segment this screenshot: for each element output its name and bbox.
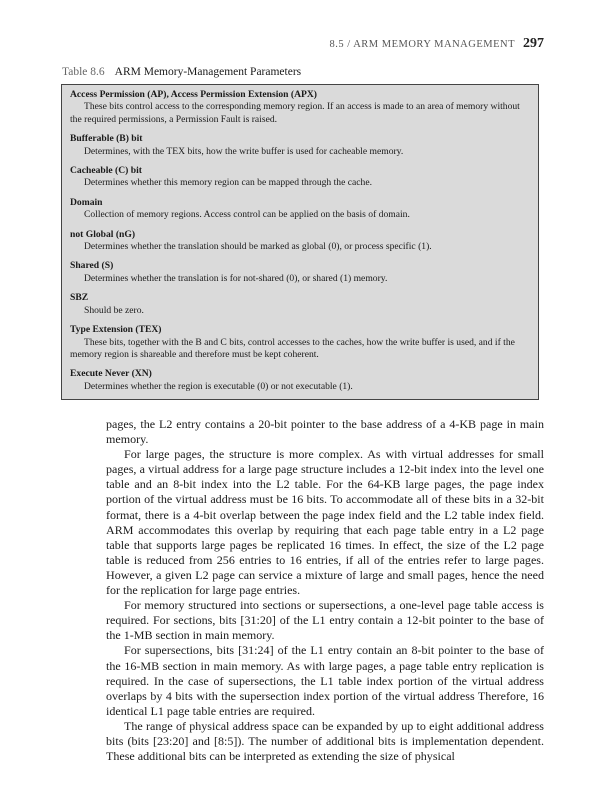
table-entry bbox=[70, 292, 530, 317]
parameters-table bbox=[61, 84, 539, 400]
page-number: 297 bbox=[523, 36, 544, 51]
entry-description: Determines whether the region is executable (0) or not executable (1). bbox=[84, 380, 353, 392]
entry-description: Determines, with the TEX bits, how the write buffer is used for cacheable memory. bbox=[84, 145, 404, 157]
paragraph: For large pages, the structure is more complex. As with virtual addresses for small pages, a virtual address for a large page structure includes a 12-bit index into the level one table and an 8-bit index into the L2 table. For the 64-KB large pages, the page index portion of the virtual address must be 16 bits. To accommodate all of these bits in a 32-bit format, there is a 4-bit overlap between the page index field and the L2 table index field. ARM accommodates this overlap by requiring that each page table entry in a L2 page table that supports large pages be replicated 16 times. In effect, the size of the L2 page table is reduced from 256 entries to 16 entries, if all of the entries refer to large pages. However, a given L2 page can service a mixture of large and small pages, hence the need for the replication for large page entries. bbox=[106, 447, 544, 598]
entry-description: Determines whether this memory region can be mapped through the cache. bbox=[84, 177, 372, 189]
entry-description: Collection of memory regions. Access control can be applied on the basis of domain. bbox=[84, 209, 410, 221]
entry-title: SBZ bbox=[70, 292, 89, 304]
entry-description: Should be zero. bbox=[84, 304, 144, 316]
table-label: Table 8.6 bbox=[62, 66, 105, 78]
table-entry bbox=[70, 165, 530, 190]
entry-description: These bits, together with the B and C bits, control accesses to the caches, how the write buffer is used, and if the memory region is shareable and therefore must be kept coherent. bbox=[70, 336, 515, 360]
table-entry bbox=[70, 197, 530, 222]
paragraph: For supersections, bits [31:24] of the L1 entry contain an 8-bit pointer to the base of the 16-MB section in main memory. As with large pages, a page table entry replication is required. In the case of supersections, the L1 table index portion of the virtual address overlaps by 4 bits with the supersection index portion of the virtual address Therefore, 16 identical L1 page table entries are required. bbox=[106, 643, 544, 718]
entry-title: Type Extension (TEX) bbox=[70, 324, 162, 336]
paragraph: The range of physical address space can be expanded by up to eight additional address bits (bits [23:20] and [8:5]). The number of additional bits is implementation dependent. These additional bits can be interpreted as extending the size of physical bbox=[106, 718, 544, 764]
entry-description: Determines whether the translation is for not-shared (0), or shared (1) memory. bbox=[84, 272, 388, 284]
table-title: ARM Memory-Management Parameters bbox=[114, 66, 302, 78]
entry-title: not Global (nG) bbox=[70, 228, 136, 240]
paragraph: For memory structured into sections or supersections, a one-level page table access is required. For sections, bits [31:20] of the L1 entry contain a 12-bit pointer to the base of the 1-MB section in main memory. bbox=[106, 598, 544, 643]
paragraph: pages, the L2 entry contains a 20-bit pointer to the base address of a 4-KB page in main memory. bbox=[106, 417, 544, 447]
table-entry bbox=[70, 368, 530, 393]
entry-title: Bufferable (B) bit bbox=[70, 133, 143, 145]
section-title: 8.5 / ARM MEMORY MANAGEMENT bbox=[329, 39, 515, 50]
table-entry bbox=[70, 133, 530, 158]
entry-title: Cacheable (C) bit bbox=[70, 165, 142, 177]
entry-description: These bits control access to the corresponding memory region. If an access is made to an area of memory without the required permissions, a Permission Fault is raised. bbox=[70, 101, 520, 125]
entry-title: Domain bbox=[70, 196, 103, 208]
entry-title: Access Permission (AP), Access Permission Extension (APX) bbox=[70, 89, 317, 100]
table-caption bbox=[62, 66, 301, 78]
table-entry bbox=[70, 260, 530, 285]
table-entry bbox=[70, 229, 530, 254]
entry-title: Execute Never (XN) bbox=[70, 368, 152, 380]
entry-title: Shared (S) bbox=[70, 260, 114, 272]
running-head bbox=[0, 36, 544, 52]
table-entry bbox=[70, 89, 530, 126]
body-text bbox=[106, 417, 544, 764]
entry-description: Determines whether the translation should be marked as global (0), or process specific (1). bbox=[84, 241, 432, 253]
table-entry bbox=[70, 324, 530, 361]
